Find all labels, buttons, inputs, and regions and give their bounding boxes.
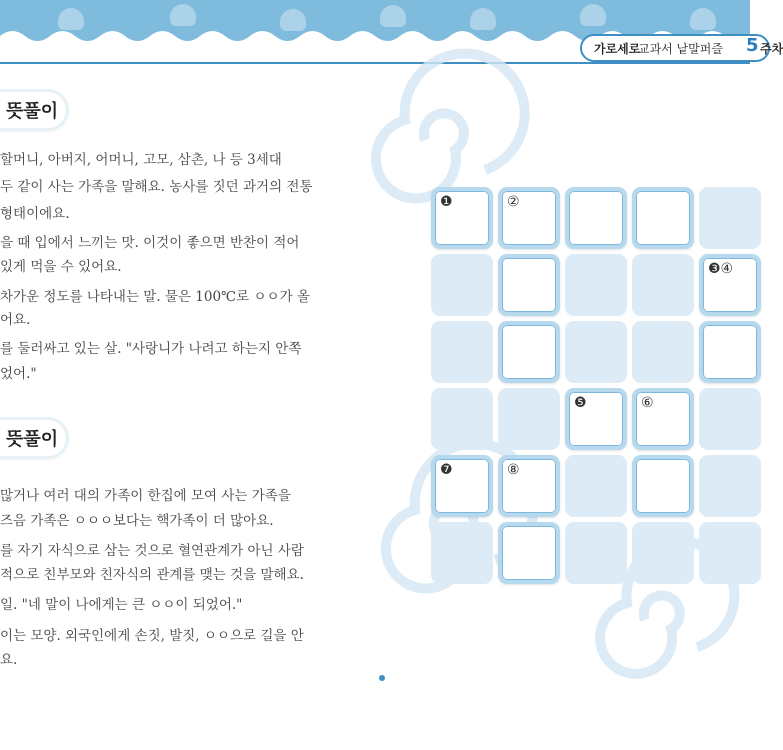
blank-cell	[699, 187, 761, 249]
answer-cell[interactable]	[632, 187, 694, 249]
clue-line: 요.	[0, 652, 18, 668]
answer-cell[interactable]	[498, 187, 560, 249]
clue-line: 할머니, 아버지, 어머니, 고모, 삼촌, 나 등 3세대	[0, 152, 282, 168]
clue-line: 일. "네 말이 나에게는 큰 ㅇㅇ이 되었어."	[0, 597, 243, 613]
answer-cell[interactable]	[498, 522, 560, 584]
clue-line: 있게 먹을 수 있어요.	[0, 259, 122, 275]
blank-cell	[431, 522, 493, 584]
answer-cell[interactable]	[498, 455, 560, 517]
clue-number: ❶	[440, 194, 453, 210]
blank-cell	[632, 321, 694, 383]
clue-line: 을 때 입에서 느끼는 맛. 이것이 좋으면 반찬이 적어	[0, 235, 300, 251]
clue-line: 어요.	[0, 312, 31, 328]
blank-cell	[565, 321, 627, 383]
answer-cell[interactable]	[431, 187, 493, 249]
answer-cell[interactable]	[565, 388, 627, 450]
ghost-decoration	[580, 4, 606, 26]
answer-cell[interactable]	[632, 388, 694, 450]
clue-line: 많거나 여러 대의 가족이 한집에 모여 사는 가족을	[0, 488, 291, 504]
ghost-decoration	[170, 4, 196, 26]
blank-cell	[565, 254, 627, 316]
blank-cell	[699, 455, 761, 517]
header-part1: 가로세로	[594, 42, 641, 56]
down-clues-title: 뜻풀이	[0, 420, 66, 456]
clue-number: ❸④	[708, 261, 734, 277]
page-dot	[379, 675, 385, 681]
clue-number: ⑥	[641, 395, 654, 411]
clue-line: 었어."	[0, 366, 37, 382]
blank-cell	[699, 522, 761, 584]
clue-line: 를 자기 자식으로 삼는 것으로 혈연관계가 아닌 사람	[0, 543, 304, 559]
across-clues-title: 뜻풀이	[0, 92, 66, 128]
week-number: 5	[746, 35, 759, 56]
answer-cell[interactable]	[431, 455, 493, 517]
clue-number: ❺	[574, 395, 587, 411]
blank-cell	[565, 455, 627, 517]
week-suffix: 주차	[760, 42, 783, 56]
blank-cell	[431, 321, 493, 383]
answer-cell[interactable]	[632, 455, 694, 517]
clue-number: ❼	[440, 462, 453, 478]
blank-cell	[632, 254, 694, 316]
ghost-decoration	[380, 5, 406, 27]
clue-number: ⑧	[507, 462, 520, 478]
answer-cell[interactable]	[565, 187, 627, 249]
clue-line: 두 같이 사는 가족을 말해요. 농사를 짓던 과거의 전통	[0, 179, 313, 195]
blank-cell	[431, 254, 493, 316]
answer-cell[interactable]	[699, 254, 761, 316]
header-pill	[580, 34, 783, 62]
blank-cell	[431, 388, 493, 450]
clue-line: 즈음 가족은 ㅇㅇㅇ보다는 핵가족이 더 많아요.	[0, 513, 274, 529]
answer-cell[interactable]	[699, 321, 761, 383]
clue-line: 이는 모양. 외국인에게 손짓, 발짓, ㅇㅇ으로 길을 안	[0, 628, 304, 644]
blank-cell	[632, 522, 694, 584]
blank-cell	[565, 522, 627, 584]
header-part2: 교과서 낱말퍼즐	[638, 42, 723, 56]
clue-line: 적으로 친부모와 친자식의 관계를 맺는 것을 말해요.	[0, 567, 304, 583]
clue-line: 를 둘러싸고 있는 살. "사랑니가 나려고 하는지 안쪽	[0, 341, 302, 357]
clue-line: 형태이에요.	[0, 206, 70, 222]
answer-cell[interactable]	[498, 321, 560, 383]
blank-cell	[699, 388, 761, 450]
clue-number: ②	[507, 194, 520, 210]
answer-cell[interactable]	[498, 254, 560, 316]
clue-line: 차가운 정도를 나타내는 말. 물은 100℃로 ㅇㅇ가 올	[0, 289, 310, 305]
blank-cell	[498, 388, 560, 450]
